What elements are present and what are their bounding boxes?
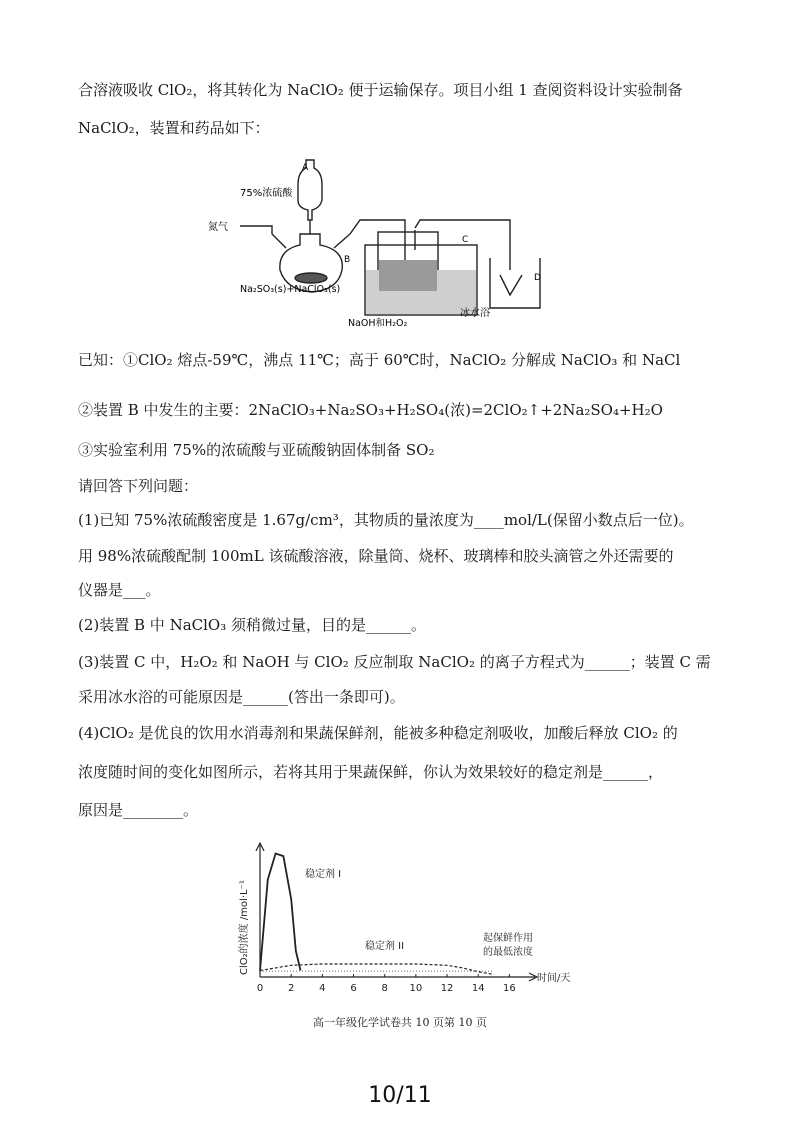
intro-line-2: NaClO₂，装置和药品如下： <box>78 119 270 137</box>
q3-line-1: (3)装置 C 中，H₂O₂ 和 NaOH 与 ClO₂ 反应制取 NaClO₂ 的离子方程式为______；装置 C 需 <box>78 653 711 671</box>
x-tick-label: 10 <box>409 983 423 994</box>
page-indicator: 10/11 <box>368 1083 432 1108</box>
q4-line-1: (4)ClO₂ 是优良的饮用水消毒剂和果蔬保鲜剂，能被多种稳定剂吸收，加酸后释放 ClO₂ 的 <box>78 724 678 742</box>
q2: (2)装置 B 中 NaClO₃ 须稍微过量，目的是______。 <box>78 616 426 634</box>
x-tick-label: 0 <box>256 983 264 994</box>
q1-line-3: 仪器是___。 <box>78 581 161 599</box>
x-axis-label: 时间/天 <box>537 973 571 984</box>
y-axis-label: ClO₂的浓度 /mol·L⁻¹ <box>239 880 250 975</box>
ice-bath-label: 冰水浴 <box>460 308 490 319</box>
threshold-label-1: 起保鲜作用 <box>483 933 533 944</box>
label-B: B <box>344 255 351 265</box>
page-footer: 高一年级化学试卷共 10 页第 10 页 <box>313 1016 487 1029</box>
q1-line-1: (1)已知 75%浓硫酸密度是 1.67g/cm³，其物质的量浓度为____mol/L(保留小数点后一位)。 <box>78 511 694 529</box>
x-tick-label: 12 <box>440 983 454 994</box>
x-tick-label: 2 <box>287 983 295 994</box>
x-tick-label: 14 <box>471 983 485 994</box>
series-2-label: 稳定剂 II <box>365 941 405 952</box>
x-tick-label: 16 <box>503 983 516 994</box>
label-D: D <box>534 273 541 283</box>
x-tick-label: 6 <box>350 983 357 994</box>
questions-prompt: 请回答下列问题： <box>78 477 199 495</box>
concentration-chart <box>225 835 595 1010</box>
series-line-1 <box>260 854 301 971</box>
label-A: A <box>302 163 309 173</box>
known-item-3: ③实验室利用 75%的浓硫酸与亚硫酸钠固体制备 SO₂ <box>78 441 435 459</box>
q3-line-2: 采用冰水浴的可能原因是______(答出一条即可)。 <box>78 688 405 706</box>
q1-line-2: 用 98%浓硫酸配制 100mL 该硫酸溶液，除量筒、烧杯、玻璃棒和胶头滴管之外还需要的 <box>78 547 674 565</box>
q4-line-2: 浓度随时间的变化如图所示，若将其用于果蔬保鲜，你认为效果较好的稳定剂是______， <box>78 763 664 781</box>
label-C: C <box>462 235 469 245</box>
series-1-label: 稳定剂 I <box>305 869 342 880</box>
intro-line-1: 合溶液吸收 ClO₂，将其转化为 NaClO₂ 便于运输保存。项目小组 1 查阅资料设计实验制备 <box>78 81 683 99</box>
q4-line-3: 原因是________。 <box>78 801 199 819</box>
gas-label: 氮气 <box>208 222 228 233</box>
beaker-D <box>490 258 540 308</box>
known-item-2: ②装置 B 中发生的主要：2NaClO₃+Na₂SO₃+H₂SO₄(浓)=2ClO₂↑+2Na₂SO₄+H₂O <box>78 401 663 419</box>
solids-label: Na₂SO₃(s)+NaClO₃(s) <box>240 284 341 295</box>
threshold-label-2: 的最低浓度 <box>483 947 533 958</box>
series-line-2 <box>260 964 494 974</box>
x-tick-label: 4 <box>319 983 326 994</box>
apparatus-diagram <box>200 150 570 335</box>
x-tick-label: 8 <box>381 983 388 994</box>
known-item-1: 已知：①ClO₂ 熔点-59℃，沸点 11℃；高于 60℃时，NaClO₂ 分解成 NaClO₃ 和 NaCl <box>78 351 681 369</box>
reagents-label: NaOH和H₂O₂ <box>348 318 408 329</box>
acid-label: 75%浓硫酸 <box>240 188 293 199</box>
